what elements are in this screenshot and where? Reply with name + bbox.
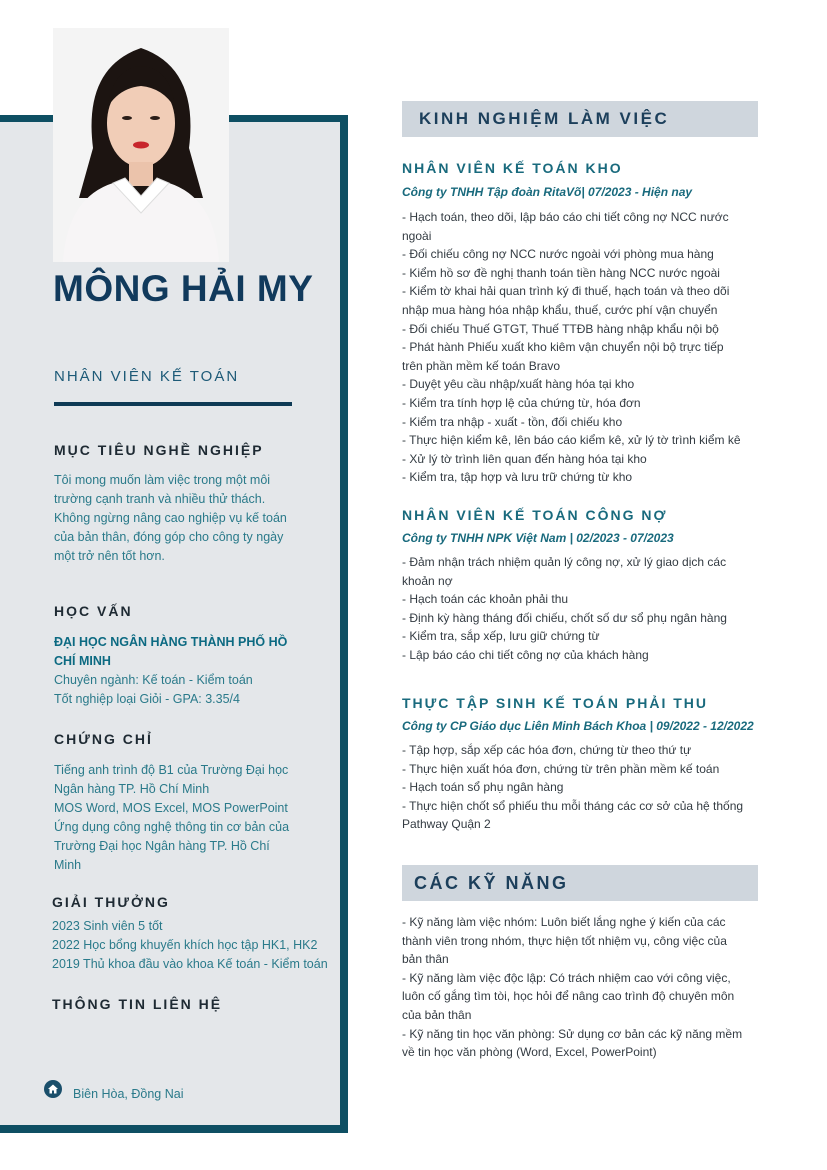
- contact-address: Biên Hòa, Đồng Nai: [73, 1087, 184, 1101]
- duty-line: - Định kỳ hàng tháng đối chiếu, chốt số dư sổ phụ ngân hàng: [402, 610, 727, 625]
- home-icon: [44, 1080, 62, 1098]
- frame-right: [340, 115, 348, 1133]
- awards-list: [52, 917, 340, 974]
- duty-line: trên phần mềm kế toán Bravo: [402, 358, 561, 373]
- award-line: 2019 Thủ khoa đầu vào khoa Kế toán - Kiểm toán: [52, 957, 328, 971]
- duty-line: - Thực hiện chốt sổ phiếu thu mỗi tháng các cơ sở của hệ thống: [402, 798, 744, 813]
- job-duties-1: [402, 208, 758, 487]
- duty-line: - Thực hiện kiểm kê, lên báo cáo kiểm kê, xử lý tờ trình kiểm kê: [402, 433, 741, 448]
- job-company-1: Công ty TNHH Tập đoàn RitaVõ| 07/2023 - Hiện nay: [402, 185, 693, 199]
- duty-line: ngoài: [402, 228, 432, 243]
- job-title: NHÂN VIÊN KẾ TOÁN: [54, 368, 240, 385]
- objective-line: Không ngừng nâng cao nghiệp vụ kế toán: [54, 511, 287, 525]
- duty-line: - Kiểm tra, tập hợp và lưu trữ chứng từ kho: [402, 470, 633, 485]
- duty-line: - Lập báo cáo chi tiết công nợ của khách hàng: [402, 647, 649, 662]
- objective-line: trường cạnh tranh và nhiều thử thách.: [54, 492, 266, 506]
- certificate-line: Ngân hàng TP. Hồ Chí Minh: [54, 782, 210, 796]
- duty-line: - Đối chiếu Thuế GTGT, Thuế TTĐB hàng nhập khẩu nội bộ: [402, 321, 719, 336]
- education-major: Chuyên ngành: Kế toán - Kiểm toán: [54, 673, 253, 687]
- job-duties-2: [402, 553, 758, 665]
- school-name-line: ĐẠI HỌC NGÂN HÀNG THÀNH PHỐ HỒ: [54, 635, 288, 649]
- duty-line: nhập mua hàng hóa nhập khẩu, thuế, cước phí vận chuyển: [402, 302, 718, 317]
- duty-line: - Hạch toán các khoản phải thu: [402, 592, 569, 607]
- duty-line: - Kiểm tra nhập - xuất - tồn, đối chiếu kho: [402, 414, 623, 429]
- skill-line: - Kỹ năng làm việc độc lập: Có trách nhiệm cao với công việc,: [402, 970, 731, 985]
- home-icon-glyph: [44, 1080, 62, 1098]
- experience-banner: [402, 101, 758, 137]
- job-duties-3: [402, 741, 758, 834]
- job-company-3: Công ty CP Giáo dục Liên Minh Bách Khoa | 09/2022 - 12/2022: [402, 719, 754, 733]
- job-company-2: Công ty TNHH NPK Việt Nam | 02/2023 - 07/2023: [402, 531, 674, 545]
- duty-line: - Kiểm tra, sắp xếp, lưu giữ chứng từ: [402, 629, 600, 644]
- skills-heading: CÁC KỸ NĂNG: [414, 873, 569, 893]
- skill-line: bản thân: [402, 952, 449, 967]
- duty-line: Pathway Quận 2: [402, 817, 491, 832]
- duty-line: - Đảm nhận trách nhiệm quản lý công nợ, xử lý giao dịch các: [402, 555, 727, 569]
- certificates-heading: CHỨNG CHỈ: [54, 731, 153, 747]
- portrait-illustration: [53, 28, 229, 262]
- award-line: 2022 Học bổng khuyến khích học tập HK1, HK2: [52, 938, 318, 952]
- certificate-line: MOS Word, MOS Excel, MOS PowerPoint: [54, 801, 288, 815]
- school-name-line: CHÍ MINH: [54, 654, 111, 668]
- certificate-line: Trường Đại học Ngân hàng TP. Hồ Chí: [54, 839, 270, 853]
- award-line: 2023 Sinh viên 5 tốt: [52, 919, 163, 933]
- frame-top-left: [0, 115, 58, 122]
- skills-banner: [402, 865, 758, 901]
- skill-line: - Kỹ năng làm việc nhóm: Luôn biết lắng nghe ý kiến của các: [402, 915, 726, 929]
- skill-line: luôn cố gắng tìm tòi, học hỏi để nâng cao trình độ chuyên môn: [402, 989, 735, 1004]
- full-name: MÔNG HẢI MY: [53, 268, 314, 309]
- certificate-line: Tiếng anh trình độ B1 của Trường Đại học: [54, 763, 289, 777]
- awards-heading: GIẢI THƯỞNG: [52, 894, 170, 910]
- duty-line: - Kiểm tra tính hợp lệ của chứng từ, hóa đơn: [402, 395, 641, 410]
- job-title-2: NHÂN VIÊN KẾ TOÁN CÔNG NỢ: [402, 507, 668, 523]
- contact-heading: THÔNG TIN LIÊN HỆ: [52, 996, 223, 1012]
- education-block: [54, 633, 334, 709]
- certificates-list: [54, 761, 334, 875]
- duty-line: - Hạch toán, theo dõi, lập báo cáo chi tiết công nợ NCC nước: [402, 210, 729, 224]
- skill-line: thành viên trong nhóm, thực hiện tốt nhiệm vụ, công việc của: [402, 933, 727, 948]
- objective-text: [54, 471, 334, 566]
- duty-line: khoản nợ: [402, 573, 453, 588]
- experience-heading: KINH NGHIỆM LÀM VIỆC: [419, 109, 670, 128]
- frame-top-right: [228, 115, 348, 122]
- education-heading: HỌC VẤN: [54, 603, 133, 619]
- job-title-3: THỰC TẬP SINH KẾ TOÁN PHẢI THU: [402, 695, 708, 711]
- duty-line: - Phát hành Phiếu xuất kho kiêm vận chuyển nội bộ trực tiếp: [402, 340, 724, 355]
- skill-line: về tin học văn phòng (Word, Excel, PowerPoint): [402, 1045, 657, 1060]
- title-divider: [54, 402, 292, 406]
- duty-line: - Xử lý tờ trình liên quan đến hàng hóa tại kho: [402, 451, 647, 466]
- skill-line: - Kỹ năng tin học văn phòng: Sử dụng cơ bản các kỹ năng mềm: [402, 1026, 743, 1041]
- duty-line: - Kiểm hồ sơ đề nghị thanh toán tiền hàng NCC nước ngoài: [402, 265, 720, 280]
- duty-line: - Thực hiện xuất hóa đơn, chứng từ trên phần mềm kế toán: [402, 761, 720, 776]
- education-grade: Tốt nghiệp loại Giỏi - GPA: 3.35/4: [54, 692, 240, 706]
- duty-line: - Đối chiếu công nợ NCC nước ngoài với phòng mua hàng: [402, 247, 714, 262]
- duty-line: - Tập hợp, sắp xếp các hóa đơn, chứng từ theo thứ tự: [402, 743, 692, 757]
- profile-photo: [53, 28, 229, 262]
- frame-bottom: [0, 1125, 348, 1133]
- objective-line: Tôi mong muốn làm việc trong một môi: [54, 473, 271, 487]
- duty-line: - Hạch toán sổ phụ ngân hàng: [402, 780, 564, 795]
- duty-line: - Duyệt yêu cầu nhập/xuất hàng hóa tại kho: [402, 377, 635, 392]
- job-title-1: NHÂN VIÊN KẾ TOÁN KHO: [402, 160, 623, 176]
- certificate-line: Minh: [54, 858, 82, 872]
- objective-heading: MỤC TIÊU NGHỀ NGHIỆP: [54, 442, 264, 458]
- skill-line: của bản thân: [402, 1007, 472, 1022]
- duty-line: - Kiểm tờ khai hải quan trình ký đi thuế, hạch toán và theo dõi: [402, 284, 730, 299]
- skills-list: [402, 913, 758, 1062]
- certificate-line: Ứng dụng công nghệ thông tin cơ bản của: [54, 820, 290, 834]
- objective-line: một trở nên tốt hơn.: [54, 549, 165, 563]
- objective-line: của bản thân, đóng góp cho công ty ngày: [54, 530, 284, 544]
